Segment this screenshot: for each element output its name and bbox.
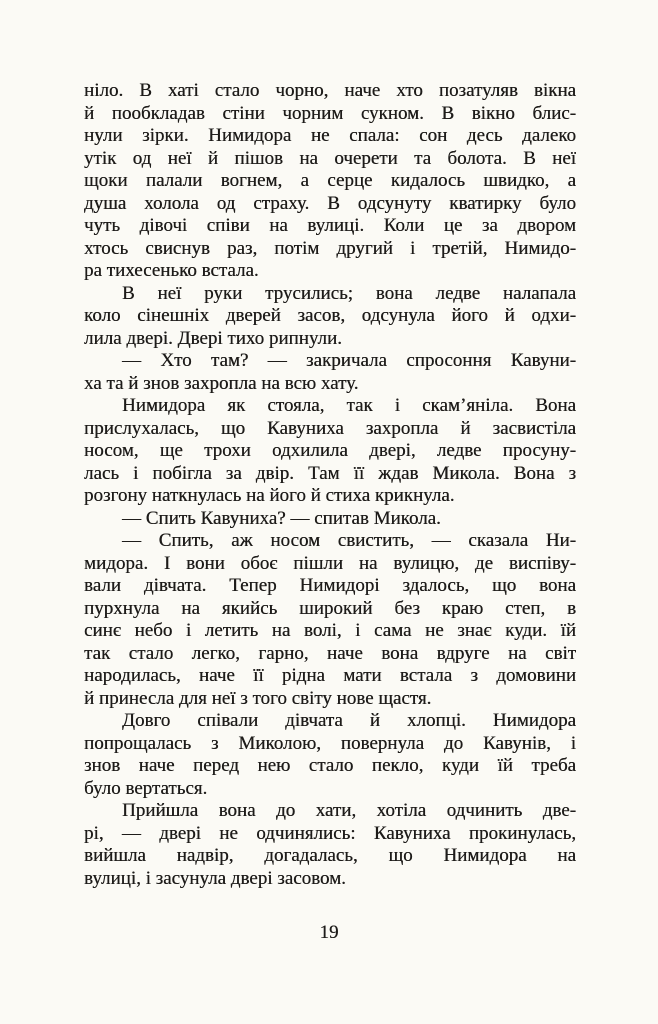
text-line: народилась, наче її рідна мати встала з домовини [84, 665, 576, 686]
text-line: й принесла для неї з того світу нове щастя. [84, 687, 432, 709]
text-line: Прийшла вона до хати, хотіла одчинить две- [122, 800, 576, 821]
text-line: вулиці, і засунула двері засовом. [84, 867, 346, 889]
page-number: 19 [319, 922, 339, 943]
text-line: душа холола од страху. В одсунуту кватирку було [84, 192, 576, 214]
text-line: прислухалась, що Кавуниха захропла й засвистіла [84, 417, 576, 439]
text-line: щоки палали вогнем, а серце кидалось швидко, а [84, 170, 576, 191]
text-line: лась і побігла за двір. Там її ждав Микола. Вона з [84, 462, 576, 484]
text-line: рі, — двері не одчинялись: Кавуниха прокинулась, [84, 822, 576, 844]
text-line: носом, ще трохи одхилила двері, ледве просуну- [84, 440, 576, 461]
text-line: мидора. І вони обоє пішли на вулицю, де виспіву- [84, 552, 576, 574]
text-line: хтось свиснув раз, потім другий і третій, Нимидо- [84, 237, 576, 259]
text-line: Довго співали дівчата й хлопці. Нимидора [122, 710, 576, 731]
text-line: нули зірки. Нимидора не спала: сон десь далеко [84, 125, 576, 146]
text-line: — Хто там? — закричала спросоння Кавуни- [122, 350, 576, 371]
text-line: Нимидора як стояла, так і скам’яніла. Вона [122, 395, 576, 416]
text-line: — Спить Кавуниха? — спитав Микола. [122, 507, 441, 529]
text-line: лила двері. Двері тихо рипнули. [84, 327, 342, 349]
page-text [84, 80, 576, 890]
text-line: й пообкладав стіни чорним сукном. В вікно блис- [84, 102, 576, 124]
text-line: ха та й знов захропла на всю хату. [84, 372, 359, 394]
text-line: знов наче перед нею стало пекло, куди їй треба [84, 755, 576, 776]
text-line: ра тихесенько встала. [84, 260, 259, 281]
text-line: вийшла надвір, догадалась, що Нимидора на [84, 845, 576, 866]
text-line: попрощалась з Миколою, повернула до Кавунів, і [84, 732, 576, 754]
text-line: було вертаться. [84, 777, 208, 799]
text-line: утік од неї й пішов на очерети та болота. В неї [84, 147, 576, 169]
text-line: В неї руки трусились; вона ледве налапала [122, 282, 576, 304]
text-line: синє небо і летить на волі, і сама не знає куди. їй [84, 620, 576, 641]
text-line: чуть дівочі співи на вулиці. Коли це за двором [84, 215, 576, 236]
text-line: коло сінешніх дверей засов, одсунула його й одхи- [84, 305, 576, 326]
text-line: розгону наткнулась на його й стиха крикнула. [84, 485, 455, 506]
text-line: ніло. В хаті стало чорно, наче хто позатуляв вікна [84, 80, 576, 101]
text-line: — Спить, аж носом свистить, — сказала Ни- [122, 530, 576, 551]
text-line: так стало легко, гарно, наче вона вдруге на світ [84, 642, 576, 664]
text-line: пурхнула на якийсь широкий без краю степ, в [84, 597, 576, 619]
text-line: вали дівчата. Тепер Нимидорі здалось, що вона [84, 575, 576, 596]
